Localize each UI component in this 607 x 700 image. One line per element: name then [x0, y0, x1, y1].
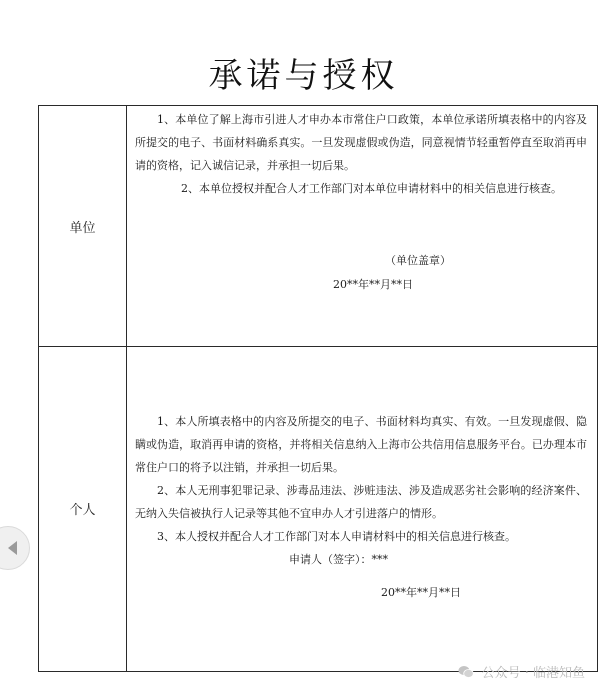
commitment-table — [38, 105, 598, 672]
unit-label: 单位 — [39, 106, 127, 346]
unit-date: 20**年**月**日 — [333, 278, 413, 291]
previous-page-button[interactable] — [0, 526, 30, 570]
person-label: 个人 — [39, 346, 127, 671]
person-row — [39, 346, 597, 671]
unit-content — [127, 106, 597, 346]
unit-seal: （单位盖章） — [385, 254, 451, 267]
person-date: 20**年**月**日 — [381, 586, 461, 599]
person-clause-1: 1、本人所填表格中的内容及所提交的电子、书面材料均真实、有效。一旦发现虚假、隐瞒或伪造，取消再申请的资格，并将相关信息纳入上海市公共信用信息服务平台。已办理本市常住户口的将予以注销，并承担一切后果。 — [135, 415, 587, 474]
chevron-left-icon — [8, 541, 17, 555]
page-title: 承诺与授权 — [208, 56, 399, 96]
watermark-text: 公众号 · 临港知鱼 — [481, 666, 585, 681]
unit-clause-1: 1、本单位了解上海市引进人才申办本市常住户口政策，本单位承诺所填表格中的内容及所提交的电子、书面材料确系真实。一旦发现虚假或伪造，同意视情节轻重暂停直至取消再申请的资格，记入诚信记录，并承担一切后果。 — [135, 113, 587, 172]
unit-clause-2: 2、本单位授权并配合人才工作部门对本单位申请材料中的相关信息进行核查。 — [181, 182, 562, 195]
wechat-icon — [458, 665, 474, 679]
person-signer: 申请人（签字）：*** — [289, 553, 388, 566]
person-clause-2: 2、本人无刑事犯罪记录、涉毒品违法、涉赃违法、涉及造成恶劣社会影响的经济案件、无纳入失信被执行人记录等其他不宜申办人才引进落户的情形。 — [135, 484, 587, 520]
watermark — [458, 662, 585, 681]
person-content — [127, 346, 597, 671]
unit-row — [39, 106, 597, 347]
person-clause-3: 3、本人授权并配合人才工作部门对本人申请材料中的相关信息进行核查。 — [157, 530, 516, 543]
